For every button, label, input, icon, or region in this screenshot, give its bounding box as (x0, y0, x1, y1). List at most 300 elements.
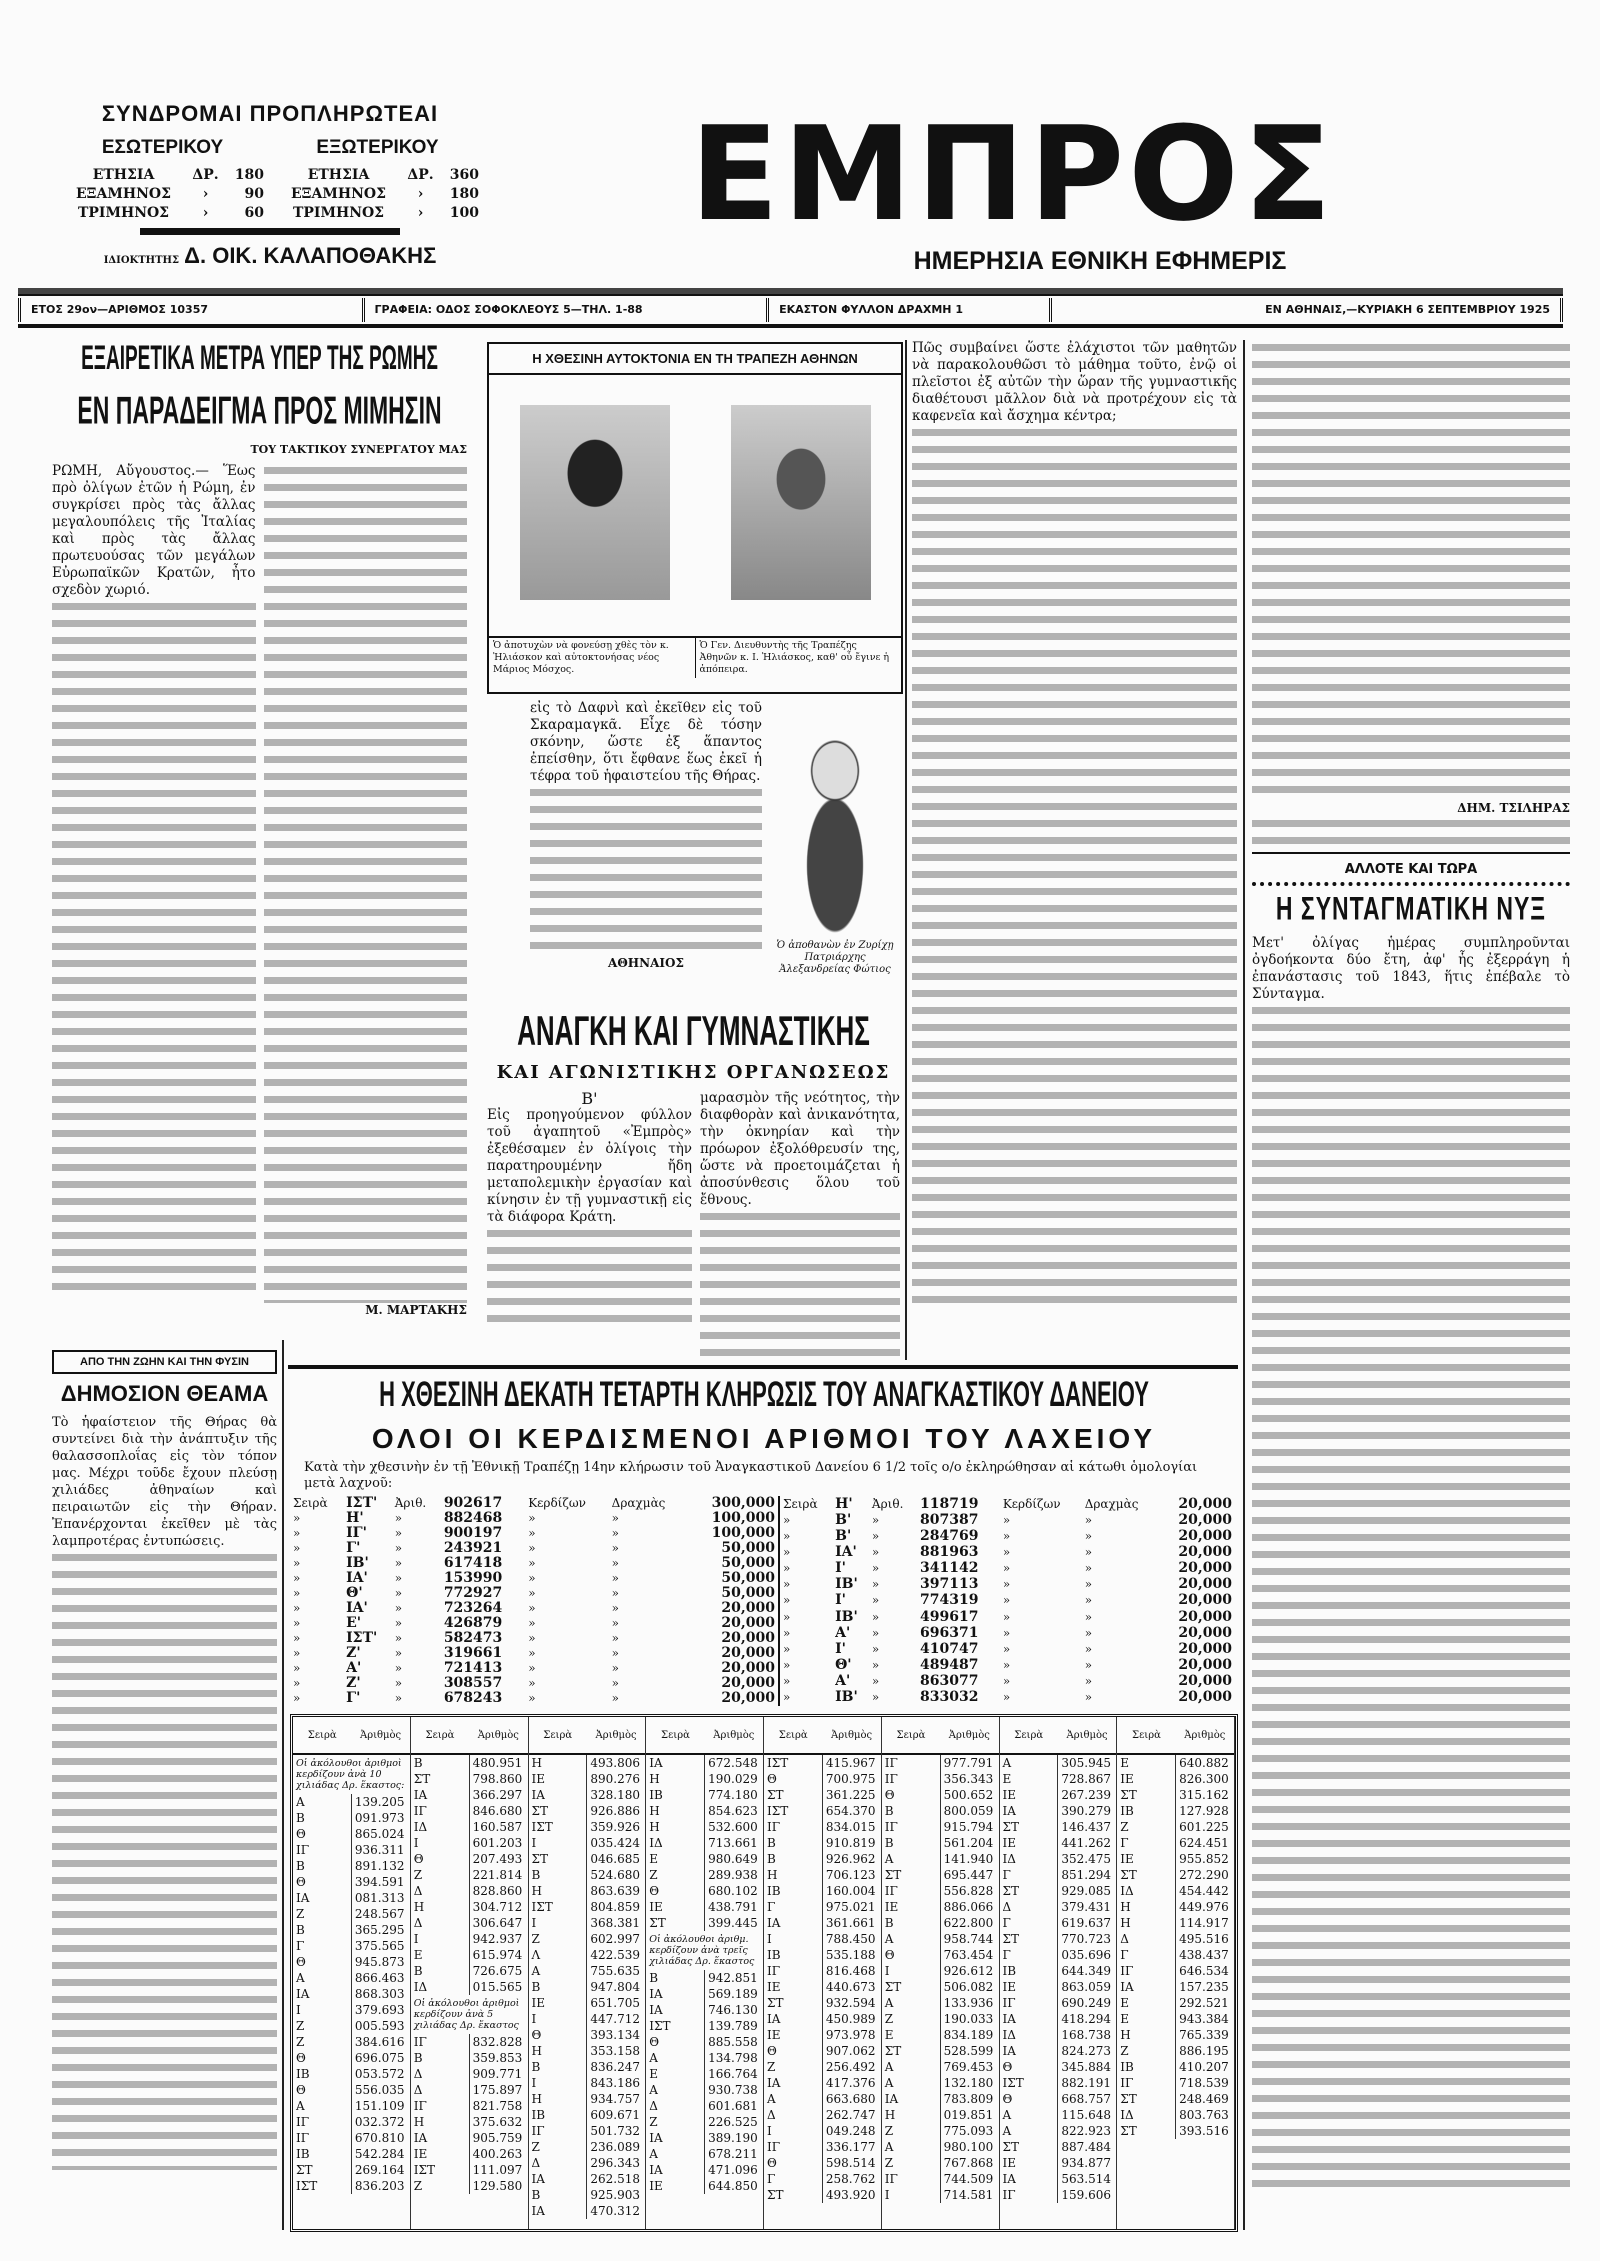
table-row (1117, 1979, 1234, 1995)
series: Θ (649, 2035, 660, 2049)
prize-table-right (780, 1496, 1235, 1706)
ticket-number: 438.791 (704, 1899, 763, 1915)
ticket-number: 744.509 (940, 2171, 999, 2187)
ticket-number: 925.903 (586, 2187, 645, 2203)
table-row (646, 2178, 763, 2194)
ticket-number: 826.300 (1175, 1771, 1234, 1787)
table-row (764, 1803, 881, 1819)
ticket-number: 035.424 (586, 1835, 645, 1851)
ditto-mark: » (783, 1593, 791, 1608)
series: Α' (346, 1660, 362, 1676)
ditto-mark: » (783, 1577, 791, 1592)
ticket-number: 646.534 (1175, 1963, 1234, 1979)
signature: Μ. ΜΑΡΤΑΚΗΣ (365, 1303, 467, 1317)
ticket-number: 166.764 (704, 2066, 763, 2082)
rule (18, 324, 1563, 328)
prize-amount: 100,000 (711, 1525, 775, 1541)
byline: ΤΟΥ ΤΑΚΤΙΚΟΥ ΣΥΝΕΡΓΑΤΟΥ ΜΑΣ (250, 443, 467, 456)
table-row (529, 2043, 646, 2059)
prize-row (290, 1631, 779, 1646)
prize-row (290, 1556, 779, 1571)
series: Η (531, 1884, 542, 1898)
table-row (1000, 2059, 1117, 2075)
table-row (529, 2107, 646, 2123)
ditto-mark: » (1002, 1577, 1011, 1592)
table-row (529, 1883, 646, 1899)
subscriptions-title: ΣΥΝΔΡΟΜΑΙ ΠΡΟΠΛΗΡΩΤΕΑΙ (101, 101, 439, 126)
table-row (411, 2082, 528, 2098)
header-number: Ἀριθμὸς (713, 1729, 755, 1741)
headline: ΕΝ ΠΑΡΑΔΕΙΓΜΑ ΠΡΟΣ ΜΙΜΗΣΙΝ (77, 388, 442, 433)
ticket-number: 882468 (443, 1510, 503, 1526)
table-row (646, 2034, 763, 2050)
ditto-mark: » (528, 1676, 536, 1690)
table-row (529, 2155, 646, 2171)
table-row (1117, 1931, 1234, 1947)
series: ΙΣΤ (296, 2179, 318, 2193)
series: Β (884, 1804, 894, 1818)
foreign-label: ΕΞΩΤΕΡΙΚΟΥ (316, 137, 439, 158)
series: ΙΓ (1120, 1964, 1134, 1978)
series: ΙΓ (884, 1820, 898, 1834)
ticket-number: 910.819 (822, 1835, 881, 1851)
ticket-number: 160.587 (469, 1819, 528, 1835)
series: Ζ (413, 1868, 423, 1882)
ticket-number: 866.463 (351, 1970, 410, 1986)
ticket-number: 315.162 (1175, 1787, 1234, 1803)
ticket-number: 770.723 (1057, 1931, 1116, 1947)
ticket-number: 390.279 (1057, 1803, 1116, 1819)
table-row (1117, 1819, 1234, 1835)
ditto-mark: » (611, 1646, 620, 1660)
ditto-mark: » (528, 1526, 536, 1540)
series: Ζ (649, 1868, 658, 1882)
ditto-mark: » (1084, 1625, 1093, 1640)
ditto-mark: » (783, 1544, 791, 1559)
ticket-number: 375.632 (469, 2114, 528, 2130)
ticket-number: 248.469 (1175, 2091, 1234, 2107)
series: Ζ (413, 2179, 423, 2193)
ditto-mark: » (871, 1674, 880, 1689)
prize-row (290, 1586, 779, 1601)
table-row (882, 2027, 999, 2043)
table-row (1000, 1883, 1117, 1899)
series: Δ (413, 1916, 423, 1930)
ditto-mark: » (528, 1511, 536, 1525)
series: ΙΑ (531, 1788, 545, 1802)
table-row (529, 2123, 646, 2139)
ticket-number: 221.814 (469, 1867, 528, 1883)
ditto-mark: » (783, 1674, 791, 1689)
ticket-number: 783.809 (940, 2091, 999, 2107)
table-row (411, 1979, 528, 1995)
table-row (1117, 1755, 1234, 1771)
series: Δ (1120, 1932, 1129, 1946)
ticket-number: 305.945 (1057, 1755, 1116, 1771)
ticket-number: 207.493 (469, 1851, 528, 1867)
prize-row (780, 1528, 1235, 1544)
ticket-number: 532.600 (704, 1819, 763, 1835)
ticket-number: 015.565 (469, 1979, 528, 1995)
series: Θ (296, 1955, 306, 1969)
series: Α (649, 2147, 658, 2161)
ditto-mark: » (293, 1586, 301, 1600)
series: ΙΑ (1002, 1804, 1016, 1818)
series: Ι (413, 1932, 419, 1946)
gym-col-1 (487, 1090, 692, 1326)
table-row (293, 2098, 410, 2114)
ticket-number: 471.096 (704, 2162, 763, 2178)
kicker: ΑΛΛΟΤΕ ΚΑΙ ΤΩΡΑ (1344, 862, 1478, 877)
table-row (411, 1931, 528, 1947)
ticket-number: 680.102 (704, 1883, 763, 1899)
series: Θ (884, 1948, 895, 1962)
ditto-mark: » (783, 1512, 791, 1527)
series: Γ (767, 1900, 776, 1914)
ditto-mark: » (1002, 1512, 1011, 1527)
column-header (882, 1717, 999, 1755)
table-row (1000, 1819, 1117, 1835)
winning-numbers-table (290, 1714, 1238, 2232)
prize-row (780, 1561, 1235, 1577)
ditto-mark: » (1084, 1641, 1093, 1656)
series: ΙΣΤ (531, 1820, 553, 1834)
ticket-number: 394.591 (351, 1874, 410, 1890)
table-row (529, 1771, 646, 1787)
series: ΙΣΤ (767, 1756, 789, 1770)
table-row (646, 2066, 763, 2082)
series: ΙΑ (1002, 2044, 1016, 2058)
table-row (293, 2146, 410, 2162)
series: ΙΕ (531, 1996, 545, 2010)
ticket-number: 909.771 (469, 2066, 528, 2082)
table-row (764, 2059, 881, 2075)
series: Θ' (835, 1656, 852, 1673)
series: ΙΒ (1002, 1964, 1017, 1978)
series: ΣΤ (296, 2163, 313, 2177)
table-row (882, 1771, 999, 1787)
ticket-number: 175.897 (469, 2082, 528, 2098)
series: Θ (884, 1788, 895, 1802)
series: ΙΑ (413, 1788, 428, 1802)
table-row (1000, 2187, 1117, 2203)
ticket-number: 365.295 (351, 1922, 410, 1938)
series: Ε (884, 2028, 894, 2042)
series: ΣΤ (1002, 1932, 1019, 1946)
series: Β (767, 1852, 776, 1866)
series: ΙΣΤ (1002, 2076, 1024, 2090)
ditto-mark: » (783, 1641, 791, 1656)
ticket-number: 863077 (920, 1673, 979, 1690)
ticket-number: 493.806 (586, 1755, 645, 1771)
table-row (529, 2139, 646, 2155)
table-row (293, 1842, 410, 1858)
table-row (293, 2130, 410, 2146)
caption: Ὁ Γεν. Διευθυντὴς τῆς Τραπέζης Ἀθηνῶν κ. Ι. Ἠλιάσκος, καθ' οὗ ἔγινε ἡ ἀπόπειρα. (699, 640, 890, 675)
ticket-number: 936.311 (351, 1842, 410, 1858)
prize-amount: 50,000 (721, 1585, 775, 1601)
ticket-number: 236.089 (586, 2139, 645, 2155)
series: Ι (531, 1916, 537, 1930)
header-series: Σειρὰ (896, 1729, 926, 1741)
ticket-number: 153990 (443, 1570, 503, 1586)
ticket-number: 306.647 (469, 1915, 528, 1931)
ticket-number: 882.191 (1057, 2075, 1116, 2091)
portrait-photo-iliaskos (731, 405, 871, 600)
table-row (1000, 2123, 1117, 2139)
prize-row (290, 1691, 779, 1706)
ticket-number: 907.062 (822, 2043, 881, 2059)
series: Β (649, 1971, 659, 1985)
series: Γ (296, 1939, 305, 1953)
ditto-mark: » (1002, 1593, 1011, 1608)
table-row (1000, 2043, 1117, 2059)
price-row (60, 185, 265, 204)
ticket-number: 887.484 (1057, 2139, 1116, 2155)
table-row (1117, 2011, 1234, 2027)
ticket-number: 609.671 (586, 2107, 645, 2123)
table-row (1000, 2027, 1117, 2043)
prize-row (290, 1526, 779, 1541)
series: ΙΕ (1120, 1852, 1134, 1866)
series: Γ (1120, 1836, 1129, 1850)
winning-numbers-column (882, 1717, 1000, 2229)
ticket-number: 019.851 (940, 2107, 999, 2123)
series: ΙΔ (1002, 2028, 1016, 2042)
table-row (764, 1899, 881, 1915)
suicide-continued (530, 700, 762, 971)
series: ΣΤ (1120, 1868, 1137, 1882)
series: Η (1120, 1916, 1131, 1930)
price-cell: ΔΡ. (407, 167, 434, 183)
ticket-number: 328.180 (586, 1787, 645, 1803)
ticket-number: 865.024 (351, 1826, 410, 1842)
table-row (293, 1810, 410, 1826)
series: Α (884, 1932, 894, 1946)
ticket-number: 617418 (443, 1555, 503, 1571)
ticket-number: 450.989 (822, 2011, 881, 2027)
table-row (646, 2130, 763, 2146)
series: ΙΣΤ (649, 2019, 671, 2033)
ticket-number: 881963 (920, 1543, 979, 1560)
series: Η' (346, 1510, 364, 1526)
masthead-title: ΕΜΠΡΟΣ (690, 98, 1336, 250)
ticket-number: 834.189 (940, 2027, 999, 2043)
series: Ζ (296, 2019, 305, 2033)
kicker: ΑΠΟ ΤΗΝ ΖΩΗΝ ΚΑΙ ΤΗΝ ΦΥΣΙΝ (52, 1350, 277, 1374)
series: Ζ (884, 2156, 894, 2170)
ticket-number: 885.558 (704, 2034, 763, 2050)
table-row (764, 1771, 881, 1787)
series: Α (1002, 1756, 1012, 1770)
headline: ΑΝΑΓΚΗ ΚΑΙ ΓΥΜΝΑΣΤΙΚΗΣ (517, 1006, 870, 1055)
header-series: Σειρὰ (661, 1729, 690, 1741)
ticket-number: 934.877 (1057, 2155, 1116, 2171)
table-row (293, 2002, 410, 2018)
series: Θ (296, 2051, 306, 2065)
series: Β (296, 1859, 305, 1873)
prize-amount: 20,000 (721, 1630, 775, 1646)
table-row (882, 1915, 999, 1931)
column-header (646, 1717, 763, 1755)
ticket-number: 772927 (443, 1585, 503, 1601)
ticket-number: 417.376 (822, 2075, 881, 2091)
series: ΙΕ (767, 1980, 781, 1994)
wins-label: Κερδίζων (528, 1496, 586, 1510)
ditto-mark: » (611, 1586, 620, 1600)
prize-amount: 50,000 (721, 1540, 775, 1556)
table-row (646, 2002, 763, 2018)
ticket-number: 902617 (443, 1495, 503, 1511)
series: ΙΕ (1002, 2156, 1016, 2170)
ticket-number: 556.828 (940, 1883, 999, 1899)
series: ΙΑ (531, 2204, 545, 2218)
series: ΣΤ (1002, 1884, 1019, 1898)
ticket-number: 958.744 (940, 1931, 999, 1947)
series: ΣΤ (884, 2044, 902, 2058)
ticket-number: 670.810 (351, 2130, 410, 2146)
price-cell: 100 (449, 205, 479, 221)
ticket-number: 775.093 (940, 2123, 999, 2139)
ticket-number: 755.635 (586, 1963, 645, 1979)
series: ΙΔ (649, 1836, 663, 1850)
table-row (1000, 1963, 1117, 1979)
table-row (1000, 1867, 1117, 1883)
ditto-mark: » (293, 1691, 301, 1705)
table-row (411, 2098, 528, 2114)
ditto-mark: » (871, 1528, 880, 1543)
header-series: Σειρὰ (778, 1729, 808, 1741)
table-row (764, 2043, 881, 2059)
series: ΙΕ (649, 2179, 663, 2193)
ticket-number: 696371 (920, 1624, 979, 1641)
ticket-number: 500.652 (940, 1787, 999, 1803)
table-row (764, 1883, 881, 1899)
ticket-number: 157.235 (1175, 1979, 1234, 1995)
series: ΣΤ (1120, 1788, 1137, 1802)
table-row (646, 2162, 763, 2178)
table-row (1000, 1851, 1117, 1867)
table-row (882, 1819, 999, 1835)
series: Α (884, 2060, 894, 2074)
series: ΙΓ (884, 1884, 898, 1898)
table-row (1000, 2107, 1117, 2123)
ticket-number: 384.616 (351, 2034, 410, 2050)
headline: Η ΣΥΝΤΑΓΜΑΤΙΚΗ ΝΥΞ (1275, 890, 1547, 927)
series: ΙΑ (296, 1987, 310, 2001)
ticket-number: 005.593 (351, 2018, 410, 2034)
series: Γ (1002, 1948, 1011, 1962)
ticket-number: 418.294 (1057, 2011, 1116, 2027)
series: ΙΓ (413, 2035, 427, 2049)
dateline (18, 298, 1563, 322)
ditto-mark: » (528, 1616, 536, 1630)
series: ΙΑ (767, 2012, 781, 2026)
table-row (529, 1755, 646, 1771)
table-row (529, 2091, 646, 2107)
series: Δ (413, 1884, 423, 1898)
table-row (1000, 1755, 1117, 1771)
prize-amount: 20,000 (721, 1615, 775, 1631)
series: Ε (649, 2067, 659, 2081)
table-row (646, 1771, 763, 1787)
table-row (882, 2059, 999, 2075)
table-row (411, 1819, 528, 1835)
table-row (646, 1986, 763, 2002)
series: ΙΑ (649, 1987, 663, 2001)
ditto-mark: » (528, 1691, 536, 1705)
office-address: ΓΡΑΦΕΙΑ: ΟΔΟΣ ΣΟΦΟΚΛΕΟΥΣ 5—ΤΗΛ. 1-88 (362, 298, 767, 322)
ditto-mark: » (293, 1541, 301, 1555)
table-row (411, 2178, 528, 2194)
winning-numbers-column (646, 1717, 764, 2229)
series: ΙΕ (884, 1900, 899, 1914)
price-cell: › (417, 186, 424, 202)
table-row (293, 2018, 410, 2034)
table-row (1117, 1915, 1234, 1931)
table-row (293, 1906, 410, 1922)
ticket-number: 980.100 (940, 2139, 999, 2155)
ditto-mark: » (871, 1609, 880, 1624)
table-row (529, 1787, 646, 1803)
ticket-number: 833032 (920, 1689, 979, 1706)
ticket-number: 284769 (920, 1527, 979, 1544)
ticket-number: 803.763 (1175, 2107, 1234, 2123)
drachmas-label: Δραχμὰς (611, 1496, 666, 1510)
ditto-mark: » (293, 1571, 301, 1585)
prize-row (290, 1541, 779, 1556)
table-row (1117, 2091, 1234, 2107)
ditto-mark: » (871, 1544, 880, 1559)
ticket-number: 728.867 (1057, 1771, 1116, 1787)
series: ΙΑ (1002, 2012, 1016, 2026)
ticket-number: 945.873 (351, 1954, 410, 1970)
table-row (293, 1890, 410, 1906)
series: ΙΒ' (835, 1576, 858, 1593)
ticket-number: 863.639 (586, 1883, 645, 1899)
header-number: Ἀριθμὸς (1184, 1729, 1226, 1741)
series: ΣΤ (531, 1852, 548, 1866)
table-row (411, 2162, 528, 2178)
ticket-number: 561.204 (940, 1835, 999, 1851)
price-cell: ΕΤΗΣΙΑ (307, 167, 370, 183)
ticket-number: 846.680 (469, 1803, 528, 1819)
series: Ι (531, 2012, 537, 2026)
series: Ζ' (346, 1645, 361, 1661)
series: Δ (413, 2067, 423, 2081)
table-row (529, 2075, 646, 2091)
headline: ΚΑΙ ΑΓΩΝΙΣΤΙΚΗΣ ΟΡΓΑΝΩΣΕΩΣ (496, 1062, 891, 1083)
series: ΙΕ (1002, 1836, 1016, 1850)
series: Η (531, 2092, 542, 2106)
table-row (1117, 1883, 1234, 1899)
ditto-mark: » (611, 1601, 620, 1615)
series: ΣΤ (649, 1916, 666, 1930)
ticket-number: 615.974 (469, 1947, 528, 1963)
table-row (411, 2066, 528, 2082)
ticket-number: 379.693 (351, 2002, 410, 2018)
patriarch-caption: Ὁ ἀποθανὼν ἐν Ζυρίχῃ Πατριάρχης Ἀλεξανδρείας Φώτιος (776, 940, 894, 975)
ticket-number: 146.437 (1057, 1819, 1116, 1835)
series: Ζ (1120, 1820, 1129, 1834)
series: ΙΑ (1002, 2172, 1016, 2186)
table-row (293, 2082, 410, 2098)
series: ΣΤ (884, 1868, 902, 1882)
ditto-mark: » (1002, 1641, 1011, 1656)
header-series: Σειρὰ (307, 1729, 337, 1741)
article-gymnastics (487, 1008, 900, 1084)
series: ΙΒ (1120, 2060, 1134, 2074)
